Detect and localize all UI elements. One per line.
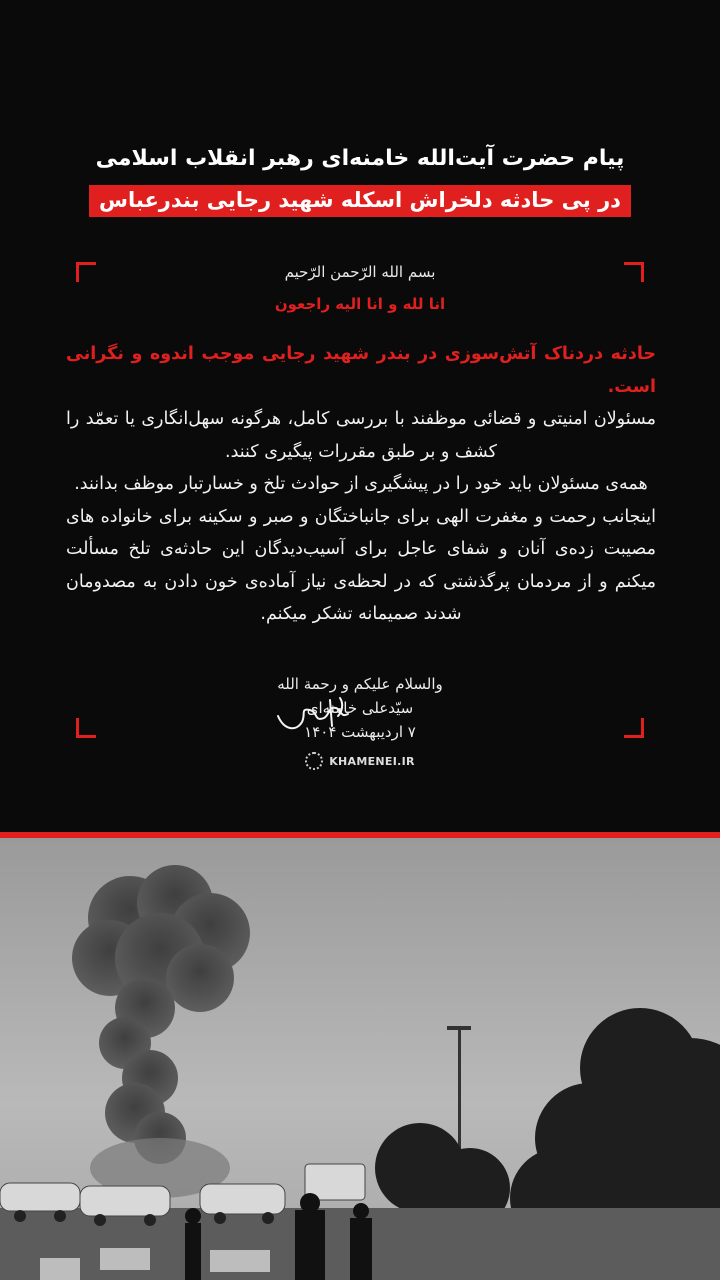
basmala: بسم الله الرّحمن الرّحیم	[284, 263, 436, 281]
page-title: پیام حضرت آیت‌الله خامنه‌ای رهبر انقلاب اسلامی	[95, 146, 625, 171]
page-subtitle-highlight: در پی حادثه دلخراش اسکله شهید رجایی بندرعباس	[89, 185, 631, 217]
site-logo	[0, 752, 720, 770]
khamenei-logo-icon	[305, 752, 323, 770]
closing-name: سیّدعلی خامنه‌ای	[306, 699, 414, 717]
subtitle-wrap	[0, 185, 720, 217]
message-paragraph-3: اینجانب رحمت و مغفرت الهی برای جانباختگان و صبر و سکینه برای خانواده های مصیبت زده‌ی آنان و شفای عاجل برای آسیب‌دیدگان این حادثه‌ی تلخ مسألت میکنم و از مردمان پرگذشتی که در لحظه‌ی نیاز آماده‌ی خون دادن به مصدومان شدند صمیمانه تشکر میکنم.	[66, 506, 656, 624]
message-paragraph-1: مسئولان امنیتی و قضائی موظفند با بررسی کامل، هرگونه سهل‌انگاری یا تعمّد را کشف و بر طبق مقررات پیگیری کنند.	[66, 409, 656, 462]
explosion-photo-image	[0, 838, 720, 1280]
message-lead: حادثه دردناک آتش‌سوزی در بندر شهید رجایی موجب اندوه و نگرانی است.	[66, 344, 656, 397]
inna-lillah: انا لله و انا الیه راجعون	[274, 295, 446, 313]
message-body	[66, 338, 656, 631]
explosion-photo	[0, 838, 720, 1280]
closing-block	[0, 672, 720, 744]
closing-salutation: والسلام علیکم و رحمة الله	[277, 675, 443, 693]
message-paragraph-2: همه‌ی مسئولان باید خود را در پیشگیری از حوادث تلخ و خسارتبار موظف بدانند.	[74, 474, 648, 494]
handwritten-signature	[270, 686, 360, 738]
logo-text: KHAMENEI.IR	[329, 754, 415, 768]
closing-date: ۷ اردیبهشت ۱۴۰۴	[304, 723, 416, 741]
